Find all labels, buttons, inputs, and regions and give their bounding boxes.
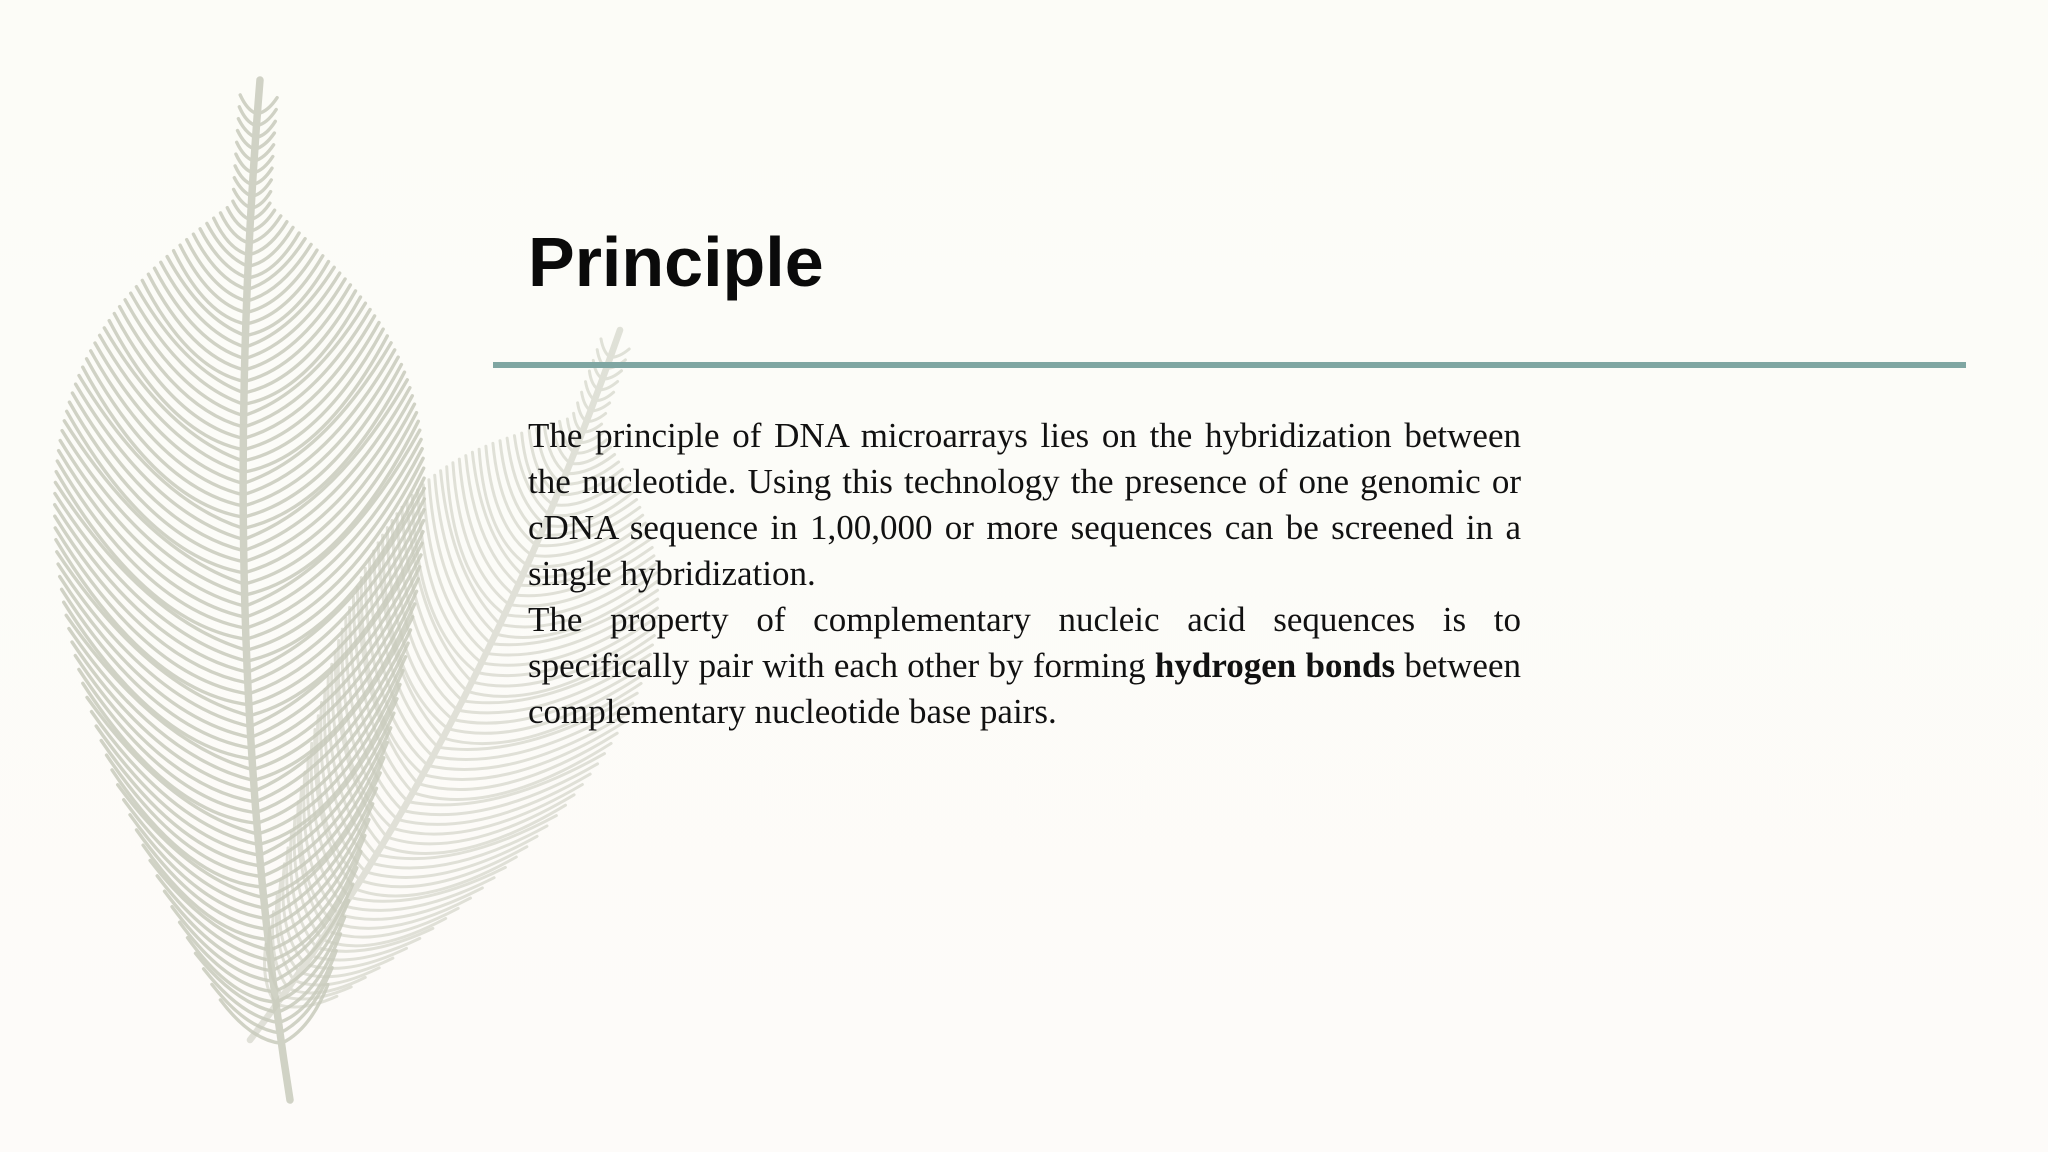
feather-barb [249, 222, 287, 255]
title-divider [493, 362, 1966, 368]
paragraph-2-bold: hydrogen bonds [1154, 646, 1396, 685]
paragraph-1: The principle of DNA microarrays lies on the hybridization between the nucleotide. Using this technology the presence of one genomic or cDNA sequence in 1,00,000 or more sequences can be screened in a single hybridization. [528, 416, 1521, 593]
feather-barb [214, 218, 249, 255]
feather-barb [248, 227, 293, 266]
feather-barb [601, 339, 610, 358]
feather-front [55, 80, 425, 1100]
slide-title: Principle [528, 223, 824, 301]
body-text [528, 413, 1521, 735]
feather-barb [207, 223, 248, 266]
paragraph-2 [528, 597, 1521, 735]
paragraph-2-text-a: The property of complementary nucleic acid sequences is to specifically pair with each other by forming [528, 600, 1521, 685]
paragraph-2-text-b: between complementary nucleotide base pairs. [528, 646, 1521, 731]
